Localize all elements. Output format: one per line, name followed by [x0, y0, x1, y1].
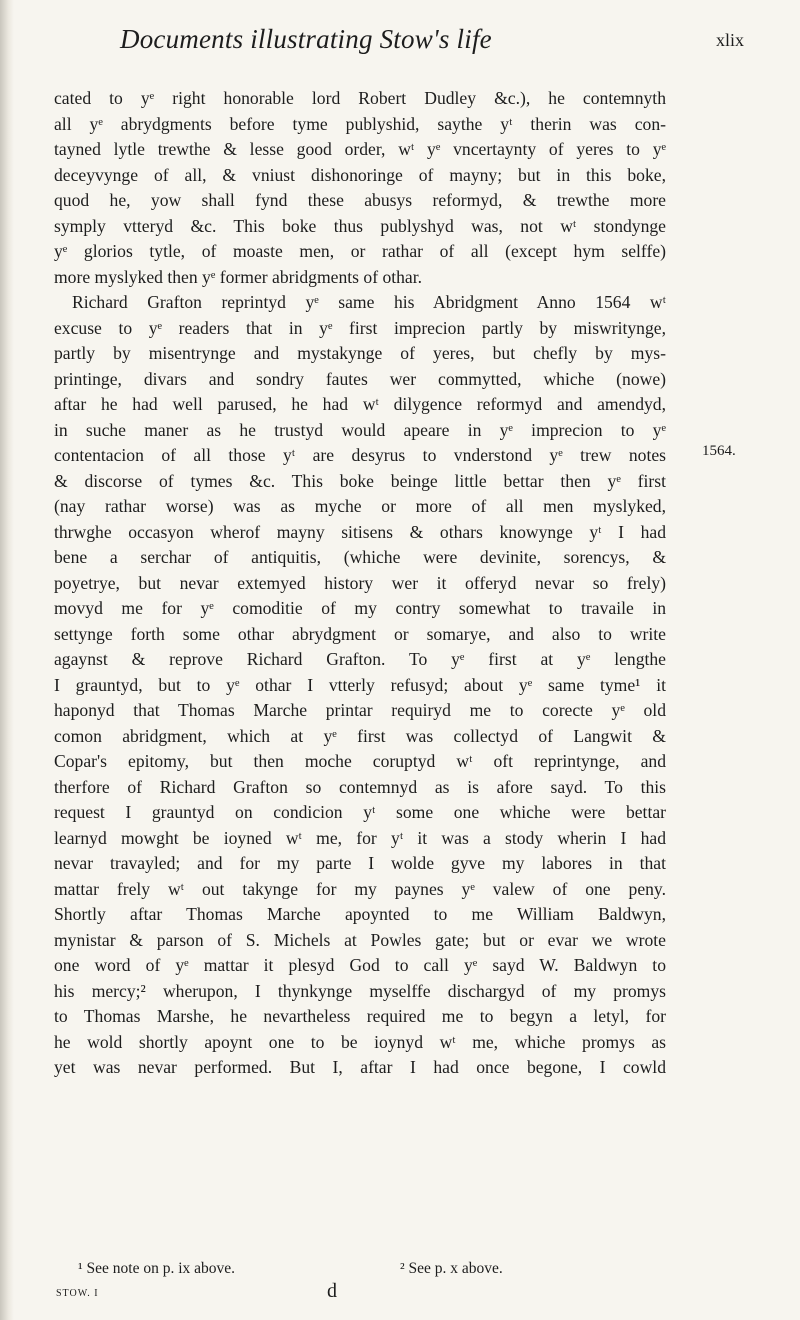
- text-line: mattar frely wᵗ out takynge for my paynes yᵉ valew of one peny.: [54, 878, 666, 899]
- text-line: comon abridgment, which at yᵉ first was collectyd of Langwit &: [54, 725, 666, 746]
- signature-mark: d: [327, 1280, 337, 1302]
- text-line: contentacion of all those yᵗ are desyrus to vnderstond yᵉ trew notes: [54, 445, 666, 465]
- text-line: mynistar & parson of S. Michels at Powles gate; but or evar we wrote: [54, 929, 666, 950]
- text-line: (nay rathar worse) was as myche or more of all men myslyked,: [54, 496, 666, 516]
- text-line: to Thomas Marshe, he nevartheless required me to begyn a letyl, for: [54, 1006, 666, 1026]
- page-gutter-shadow: [0, 0, 14, 1320]
- footnote-2: ² See p. x above.: [400, 1260, 503, 1277]
- text-line: more myslyked then yᵉ former abridgments of othar.: [54, 266, 423, 287]
- footnote-1: ¹ See note on p. ix above.: [78, 1260, 236, 1277]
- text-line: he wold shortly apoynt one to be ioynyd wᵗ me, whiche promys as: [54, 1031, 666, 1052]
- margin-note-year: 1564.: [702, 443, 736, 459]
- text-line: therfore of Richard Grafton so contemnyd as is afore sayd. To this: [54, 776, 666, 797]
- text-line: yᵉ glorios tytle, of moaste men, or rathar of all (except hym selffe): [54, 241, 666, 261]
- text-line: & discorse of tymes &c. This boke beinge little bettar then yᵉ first: [54, 470, 666, 491]
- text-line: Richard Grafton reprintyd yᵉ same his Abridgment Anno 1564 wᵗ: [72, 292, 666, 312]
- running-title: Documents illustrating Stow's life: [120, 24, 492, 54]
- text-line: request I grauntyd on condicion yᵗ some one whiche were bettar: [54, 802, 666, 822]
- text-line: tayned lytle trewthe & lesse good order, wᵗ yᵉ vncertaynty of yeres to yᵉ: [54, 139, 666, 159]
- text-line: all yᵉ abrydgments before tyme publyshid, saythe yᵗ therin was con-: [54, 113, 666, 134]
- text-line: in suche maner as he trustyd would apeare in yᵉ imprecion to yᵉ: [54, 419, 666, 440]
- text-line: printinge, divars and sondry fautes wer commytted, whiche (nowe): [54, 368, 666, 389]
- text-line: quod he, yow shall fynd these abusys reformyd, & trewthe more: [54, 190, 666, 210]
- text-line: agaynst & reprove Richard Grafton. To yᵉ first at yᵉ lengthe: [54, 649, 666, 669]
- footnotes: [70, 1260, 650, 1282]
- text-line: excuse to yᵉ readers that in yᵉ first imprecion partly by miswritynge,: [54, 317, 666, 338]
- page-number: xlix: [715, 30, 744, 50]
- text-line: Copar's epitomy, but then moche coruptyd wᵗ oft reprintynge, and: [54, 751, 666, 771]
- text-line: I grauntyd, but to yᵉ othar I vtterly refusyd; about yᵉ same tyme¹ it: [54, 674, 666, 695]
- text-line: learnyd mowght be ioyned wᵗ me, for yᵗ it was a stody wherin I had: [54, 827, 666, 848]
- text-line: cated to yᵉ right honorable lord Robert Dudley &c.), he contemnyth: [54, 88, 666, 108]
- text-line: his mercy;² wherupon, I thynkynge myselffe dischargyd of my promys: [54, 980, 666, 1001]
- text-line: poyetrye, but nevar extemyed history wer it offeryd nevar so frely): [54, 572, 666, 593]
- text-line: symply vtteryd &c. This boke thus publyshyd was, not wᵗ stondynge: [54, 215, 666, 236]
- text-line: haponyd that Thomas Marche printar requiryd me to corecte yᵉ old: [54, 700, 666, 720]
- text-line: thrwghe occasyon wherof mayny sitisens & othars knowynge yᵗ I had: [54, 521, 666, 542]
- text-line: partly by misentrynge and mystakynge of yeres, but chefly by mys-: [54, 343, 666, 363]
- text-line: yet was nevar performed. But I, aftar I had once begone, I cowld: [54, 1057, 666, 1077]
- text-line: movyd me for yᵉ comoditie of my contry somewhat to travaile in: [54, 598, 666, 618]
- page-header: [54, 24, 744, 64]
- text-line: nevar travayled; and for my parte I wolde gyve my labores in that: [54, 853, 666, 873]
- text-line: Shortly aftar Thomas Marche apoynted to me William Baldwyn,: [54, 904, 666, 924]
- text-line: one word of yᵉ mattar it plesyd God to call yᵉ sayd W. Baldwyn to: [54, 955, 666, 975]
- signature-label: STOW. I: [56, 1288, 99, 1299]
- body-text: [54, 86, 666, 1081]
- text-line: settynge forth some othar abrydgment or somarye, and also to write: [54, 623, 666, 644]
- text-line: deceyvynge of all, & vniust dishonoringe of mayny; but in this boke,: [54, 164, 666, 185]
- text-line: aftar he had well parused, he had wᵗ dilygence reformyd and amendyd,: [54, 394, 666, 414]
- text-line: bene a serchar of antiquitis, (whiche were devinite, sorencys, &: [54, 547, 666, 567]
